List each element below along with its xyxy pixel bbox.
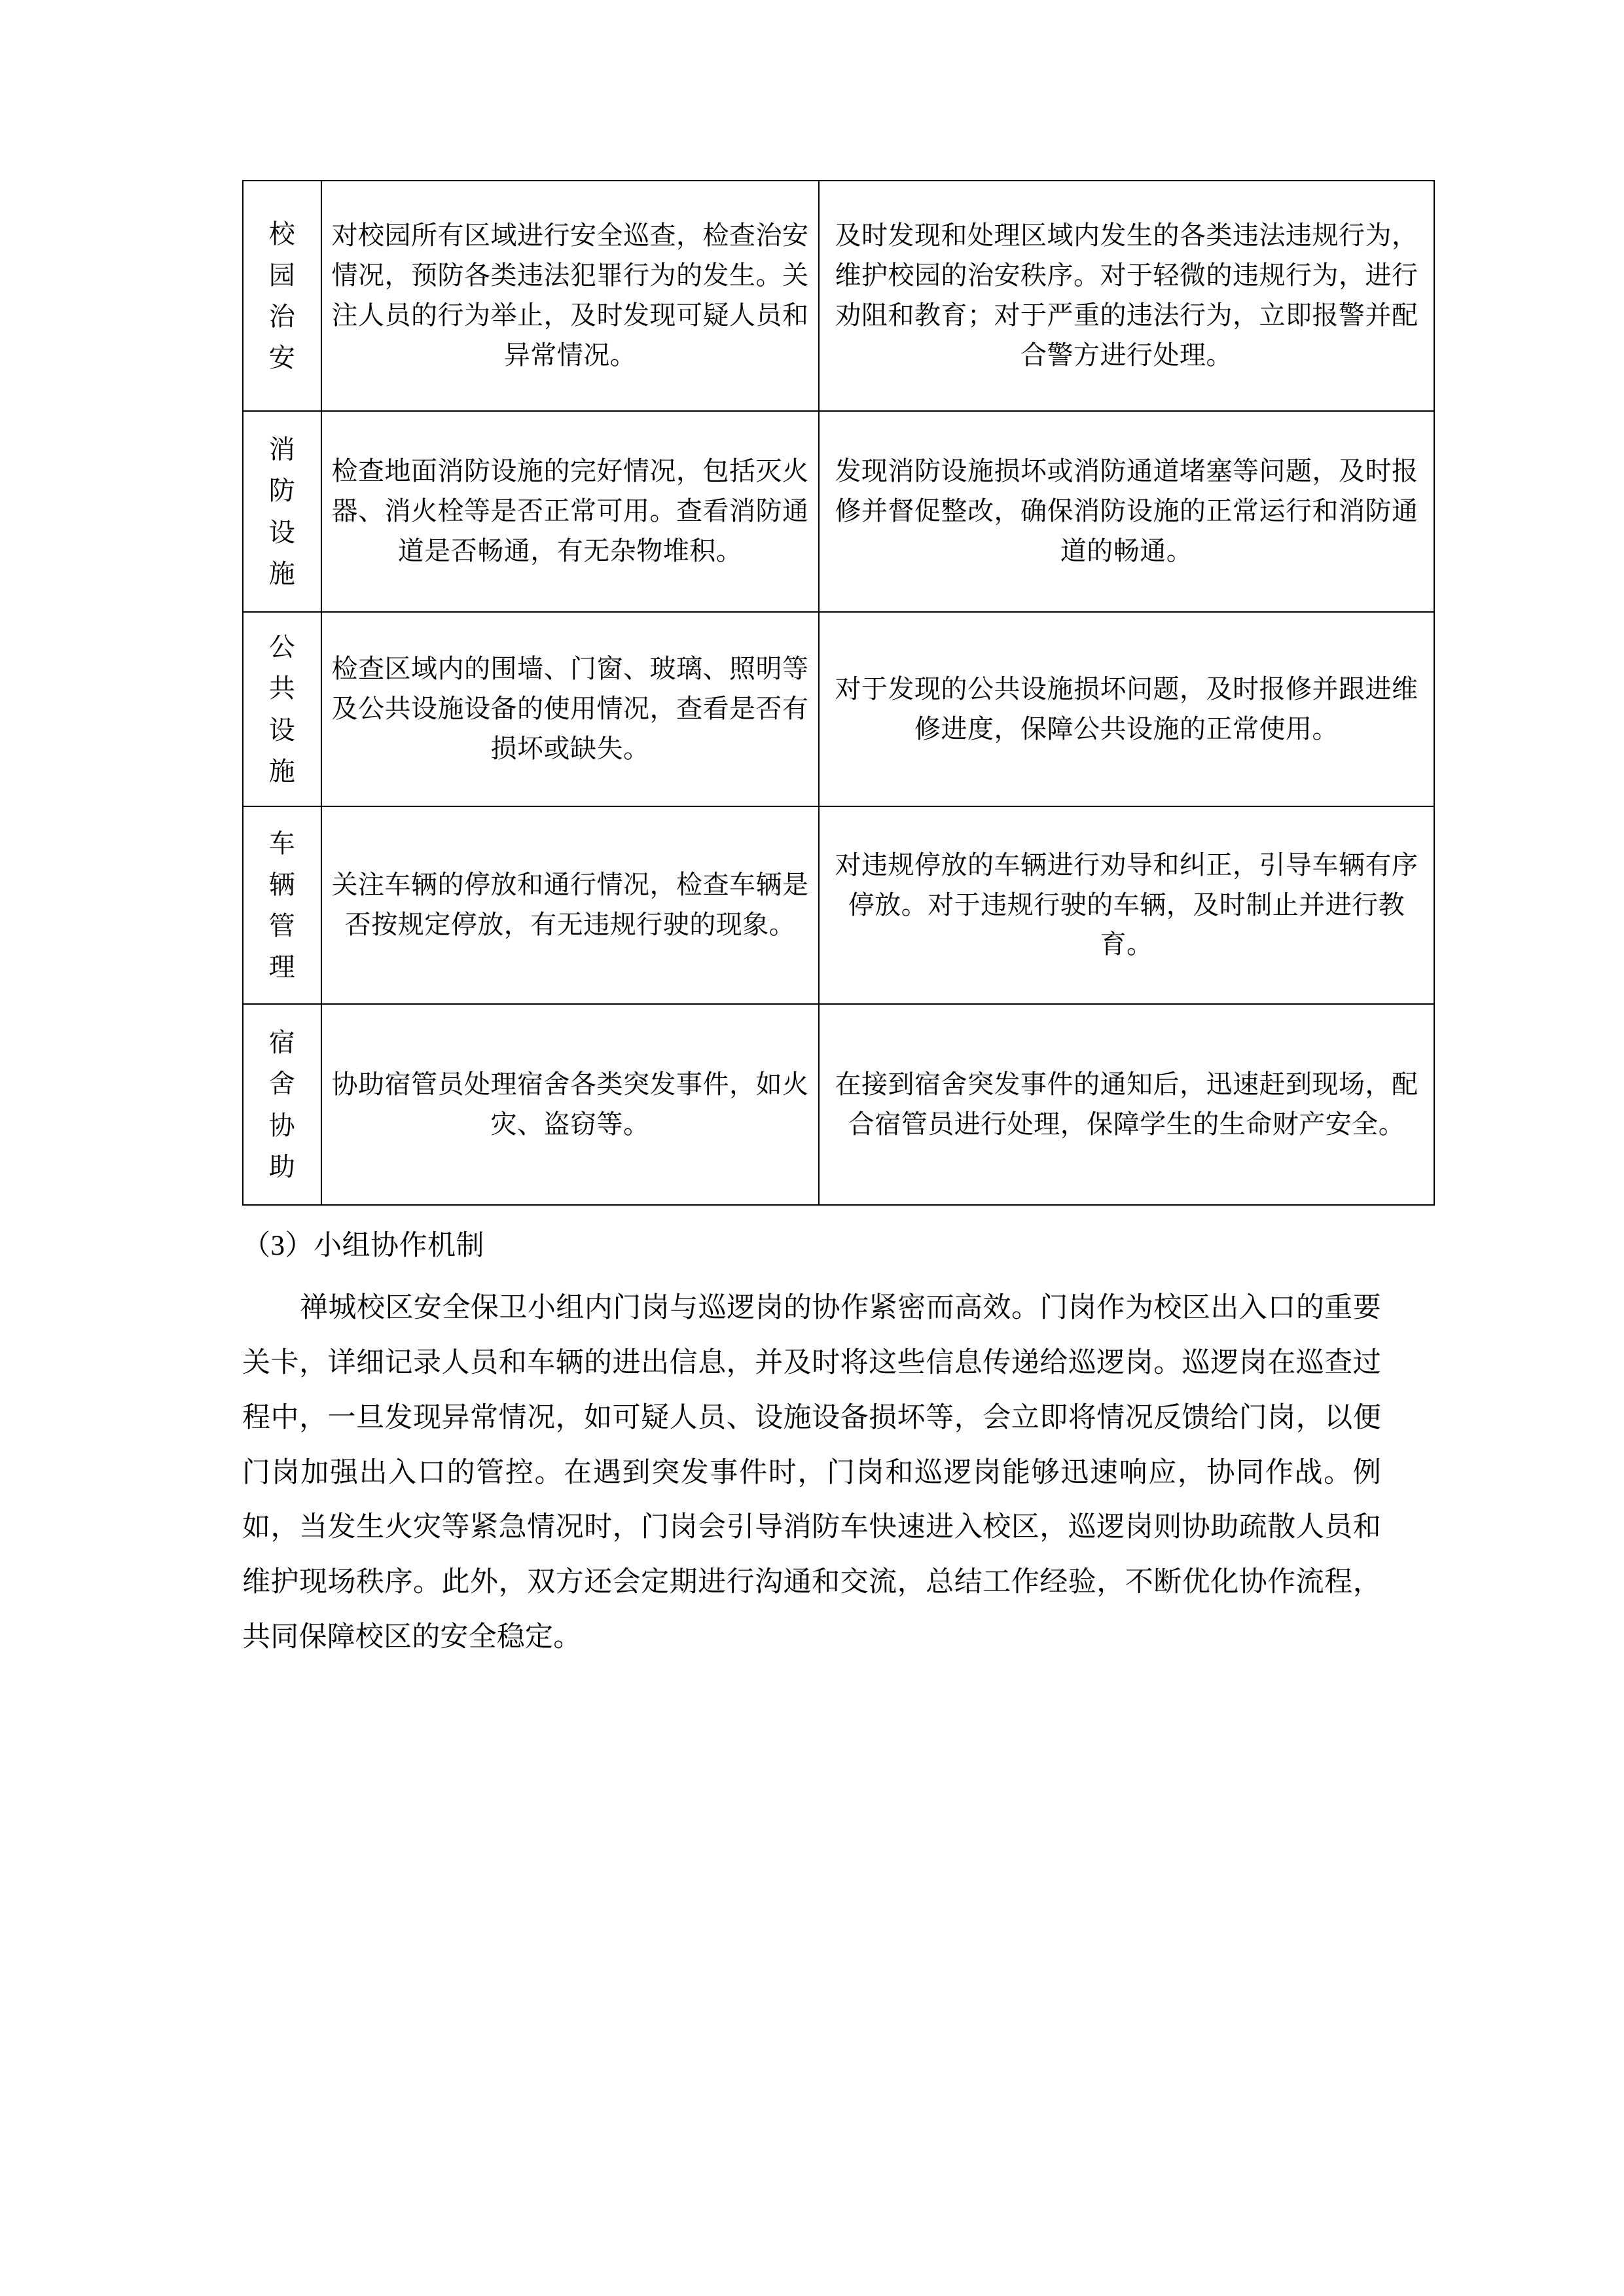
row-handling-text: 在接到宿舍突发事件的通知后，迅速赶到现场，配合宿管员进行处理，保障学生的生命财产安全。	[835, 1069, 1418, 1139]
row-category-label: 校园治安	[268, 219, 296, 373]
duty-responsibility-table	[242, 180, 1435, 1206]
row-handling-cell	[819, 1004, 1434, 1205]
row-patrol-text: 协助宿管员处理宿舍各类突发事件，如火灾、盗窃等。	[331, 1069, 809, 1139]
body-paragraph: 禅城校区安全保卫小组内门岗与巡逻岗的协作紧密而高效。门岗作为校区出入口的重要关卡，详细记录人员和车辆的进出信息，并及时将这些信息传递给巡逻岗。巡逻岗在巡查过程中，一旦发现异常情况，如可疑人员、设施设备损坏等，会立即将情况反馈给门岗，以便门岗加强出入口的管控。在遇到突发事件时，门岗和巡逻岗能够迅速响应，协同作战。例如，当发生火灾等紧急情况时，门岗会引导消防车快速进入校区，巡逻岗则协助疏散人员和维护现场秩序。此外，双方还会定期进行沟通和交流，总结工作经验，不断优化协作流程，共同保障校区的安全稳定。	[242, 1293, 1381, 1653]
row-patrol-text: 关注车辆的停放和通行情况，检查车辆是否按规定停放，有无违规行驶的现象。	[331, 870, 809, 939]
row-handling-cell	[819, 806, 1434, 1004]
section-heading: （3）小组协作机制	[242, 1230, 484, 1261]
row-patrol-text: 对校园所有区域进行安全巡查，检查治安情况，预防各类违法犯罪行为的发生。关注人员的行为举止，及时发现可疑人员和异常情况。	[331, 221, 809, 370]
row-patrol-text: 检查地面消防设施的完好情况，包括灭火器、消火栓等是否正常可用。查看消防通道是否畅通，有无杂物堆积。	[331, 456, 809, 565]
row-category-label: 消防设施	[268, 435, 296, 588]
row-patrol-cell	[321, 181, 819, 411]
row-category-cell	[243, 1004, 321, 1205]
row-category-cell	[243, 612, 321, 806]
table-row	[243, 806, 1434, 1004]
row-category-label: 公共设施	[268, 632, 296, 786]
row-category-label: 宿舍协助	[268, 1028, 296, 1181]
row-category-cell	[243, 411, 321, 612]
row-handling-cell	[819, 612, 1434, 806]
table-row	[243, 181, 1434, 411]
table-row	[243, 612, 1434, 806]
row-patrol-cell	[321, 1004, 819, 1205]
row-handling-cell	[819, 411, 1434, 612]
row-patrol-cell	[321, 612, 819, 806]
table-body	[243, 181, 1434, 1205]
table-row	[243, 1004, 1434, 1205]
page-content	[242, 180, 1418, 1693]
row-handling-text: 发现消防设施损坏或消防通道堵塞等问题，及时报修并督促整改，确保消防设施的正常运行和消防通道的畅通。	[835, 456, 1418, 565]
row-handling-text: 对违规停放的车辆进行劝导和纠正，引导车辆有序停放。对于违规行驶的车辆，及时制止并进行教育。	[835, 850, 1418, 960]
row-category-cell	[243, 806, 321, 1004]
row-patrol-cell	[321, 806, 819, 1004]
row-handling-cell	[819, 181, 1434, 411]
table-row	[243, 411, 1434, 612]
row-patrol-text: 检查区域内的围墙、门窗、玻璃、照明等及公共设施设备的使用情况，查看是否有损坏或缺失。	[331, 654, 809, 763]
row-category-label: 车辆管理	[268, 828, 296, 982]
row-handling-text: 对于发现的公共设施损坏问题，及时报修并跟进维修进度，保障公共设施的正常使用。	[835, 673, 1418, 744]
row-patrol-cell	[321, 411, 819, 612]
row-category-cell	[243, 181, 321, 411]
row-handling-text: 及时发现和处理区域内发生的各类违法违规行为，维护校园的治安秩序。对于轻微的违规行为，进行劝阻和教育；对于严重的违法行为，立即报警并配合警方进行处理。	[835, 221, 1418, 370]
